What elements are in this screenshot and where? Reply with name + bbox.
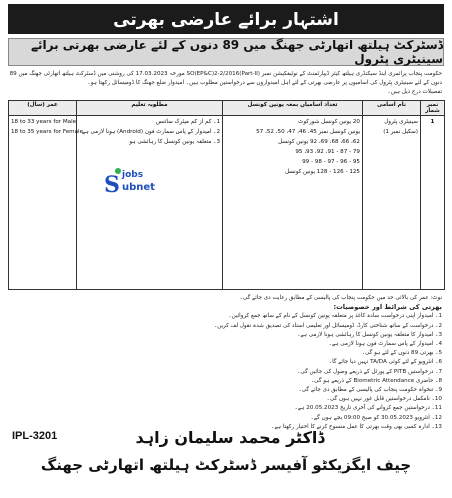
signer-name: ڈاکٹر محمد سلیمان زاہد bbox=[135, 428, 325, 447]
condition-item: 7۔ درخواستیں PITB کے پورٹل کے ذریعے وصول کی جائیں گی۔ bbox=[297, 368, 442, 375]
education-line: 1۔ کم از کم میٹرک سائنس bbox=[156, 119, 220, 125]
condition-item: 10۔ نامکمل درخواستیں قابل غور نہیں ہوں گی۔ bbox=[326, 396, 442, 403]
condition-item: 1۔ امیدوار اپنی درخواست سادہ کاغذ پر متعلقہ یونین کونسل کے نام کے ساتھ جمع کروائیں۔ bbox=[228, 313, 442, 320]
cell-age bbox=[9, 116, 84, 290]
ad-subtitle: ڈسٹرکٹ ہیلتھ اتھارٹی جھنگ میں 89 دنوں کے لئے عارضی بھرتی برائے سینیٹری پٹرول bbox=[8, 38, 444, 66]
union-line: 20 یونین کونسل شورکوٹ bbox=[298, 119, 360, 125]
age-line: 18 to 35 years for Female bbox=[11, 129, 84, 135]
watermark-text-bottom: ubnet bbox=[122, 182, 155, 193]
cell-education bbox=[77, 116, 223, 290]
condition-item: 13۔ ادارہ کسی بھی وقت بھرتی کا عمل منسوخ کرنے کا اختیار رکھتا ہے۔ bbox=[271, 423, 442, 430]
condition-item: 6۔ انٹرویو کے لئے کوئی TA/DA نہیں دیا جائے گا۔ bbox=[328, 359, 442, 366]
condition-item: 11۔ درخواستیں جمع کروانے کی آخری تاریخ 20.05.2023 ہے۔ bbox=[294, 405, 442, 412]
watermark-logo bbox=[104, 168, 174, 200]
union-line: 79 - 87 - 91، 92، 93، 95 bbox=[295, 149, 360, 155]
education-line: 2۔ امیدوار کے پاس سمارٹ فون (Android) ہونا لازمی ہے bbox=[82, 129, 220, 135]
col-vacancies: تعداد اسامیاں بمعہ یونین کونسل bbox=[223, 101, 363, 116]
condition-item: 5۔ بھرتی 89 دنوں کے لئے ہو گی۔ bbox=[361, 350, 442, 357]
col-post: نام اسامی bbox=[363, 101, 421, 116]
post-scale: (سکیل نمبر 1) bbox=[383, 129, 418, 135]
watermark-letter: S bbox=[104, 172, 120, 198]
education-line: 3۔ متعلقہ یونین کونسل کا رہائشی ہو bbox=[129, 139, 220, 145]
jobs-table bbox=[8, 100, 445, 290]
condition-item: 4۔ امیدوار کے پاس سمارٹ فون ہونا لازمی ہے۔ bbox=[328, 341, 442, 348]
table-header-row bbox=[9, 101, 445, 116]
ipl-number: IPL-3201 bbox=[12, 430, 58, 442]
union-line: 62، 66، 68، 69، 92 یونین کونسل bbox=[278, 139, 360, 145]
col-serial: نمبر شمار bbox=[421, 101, 445, 116]
union-line: 95 - 96 - 97 - 98 - 99 bbox=[302, 159, 360, 165]
union-line: یونین کونسل نمبر 45، 46، 47، 50، 52، 57 bbox=[256, 129, 360, 135]
intro-line: تفصیلات درج ذیل ہیں۔ bbox=[387, 89, 442, 95]
union-line: 125 - 126 - 128 یونین کونسل bbox=[284, 169, 360, 175]
conditions-heading: بھرتی کی شرائط اور خصوصیات: bbox=[333, 303, 442, 312]
table-row bbox=[9, 116, 445, 290]
cell-serial: 1 bbox=[421, 116, 445, 290]
condition-item: 3۔ امیدوار کا متعلقہ یونین کونسل کا رہائشی ہونا لازمی ہے۔ bbox=[297, 331, 442, 338]
condition-item: 8۔ حاضری Biometric Attendance کے ذریعے ہو گی۔ bbox=[310, 377, 442, 384]
cell-post bbox=[363, 116, 421, 290]
intro-paragraph bbox=[10, 70, 442, 97]
watermark-text-top: jobs bbox=[122, 170, 144, 180]
condition-item: 2۔ درخواست کے ساتھ شناختی کارڈ، ڈومیسائل اور تعلیمی اسناد کی تصدیق شدہ نقول لف کریں۔ bbox=[213, 322, 442, 329]
condition-item: 12۔ انٹرویو 30.05.2023 کو صبح 09:00 بجے ہوں گے۔ bbox=[310, 414, 442, 421]
col-education: مطلوبہ تعلیم bbox=[77, 101, 223, 116]
intro-line: حکومت پنجاب پرائمری اینڈ سیکنڈری ہیلتھ کیئر ڈیپارٹمنٹ کے نوٹیفکیشن نمبر SO(EP&C)2-2/2016(Part-II) مورخہ 17.03.2023 کی روشنی میں ڈسٹرکٹ ہیلتھ اتھارٹی جھنگ میں 89 bbox=[9, 71, 442, 77]
age-line: 18 to 33 years for Male bbox=[11, 119, 77, 125]
col-age: عمر (سال) bbox=[9, 101, 77, 116]
cell-vacancies bbox=[223, 116, 363, 290]
post-name: سینیٹری پٹرول bbox=[384, 119, 418, 125]
intro-line: دنوں کے لئے سینیٹری پٹرول کی اسامیوں پر عارضی بھرتی کے لئے اہل امیدواروں سے درخواستیں مطلوب ہیں۔ امیدوار ضلع جھنگ کا ڈومیسائل رکھتا ہو۔ bbox=[87, 80, 442, 86]
ad-title: اشتہار برائے عارضی بھرتی bbox=[8, 4, 444, 34]
conditions-note: نوٹ: عمر کی بالائی حد میں حکومت پنجاب کی پالیسی کے مطابق رعایت دی جائے گی۔ bbox=[239, 295, 442, 301]
condition-item: 9۔ تنخواہ حکومت پنجاب کی پالیسی کے مطابق دی جائے گی۔ bbox=[298, 387, 442, 394]
conditions-section bbox=[10, 294, 442, 432]
signer-title: چیف ایگزیکٹو آفیسر ڈسٹرکٹ ہیلتھ اتھارٹی جھنگ bbox=[40, 456, 412, 474]
